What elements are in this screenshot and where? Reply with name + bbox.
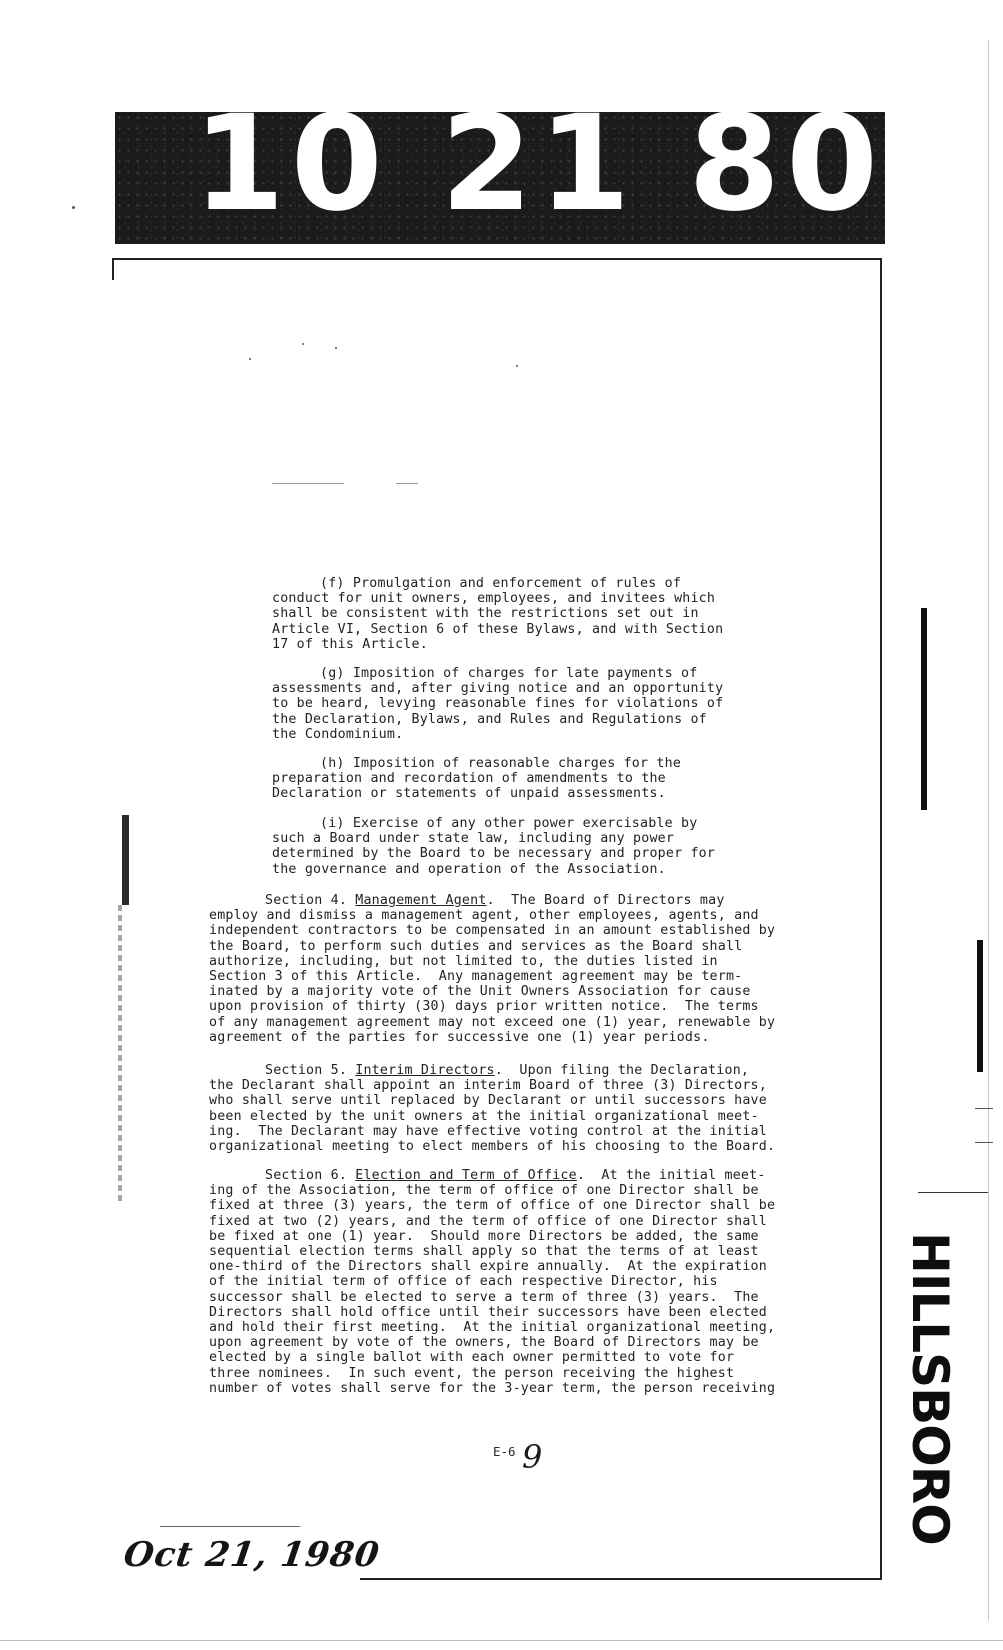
text-line: elected by a single ballot with each owner permitted to vote for: [209, 1350, 735, 1366]
text-line: preparation and recordation of amendments to the: [272, 771, 666, 787]
text-line: who shall serve until replaced by Declarant or until successors have: [209, 1093, 767, 1109]
text-line: conduct for unit owners, employees, and invitees which: [272, 591, 716, 607]
scan-edge-right: [988, 40, 989, 1620]
scan-speck: [302, 343, 304, 345]
text-line: to be heard, levying reasonable fines for violations of: [272, 696, 724, 712]
text-line: ing of the Association, the term of office of one Director shall be: [209, 1183, 759, 1199]
right-margin-tick: [975, 1142, 993, 1143]
text-line: agreement of the parties for successive one (1) year periods.: [209, 1029, 710, 1045]
scan-speck: [335, 347, 337, 349]
text-line: the Declaration, Bylaws, and Rules and Regulations of: [272, 711, 707, 727]
text-line: been elected by the unit owners at the initial organizational meet-: [209, 1108, 759, 1124]
text-line: assessments and, after giving notice and an opportunity: [272, 681, 724, 697]
hillsboro-stamp: HILLSBORO: [901, 1232, 959, 1545]
scan-speck: [249, 358, 251, 360]
scan-speck: [516, 365, 518, 367]
text-line: such a Board under state law, including any power: [272, 831, 675, 847]
text-line: independent contractors to be compensated in an amount established by: [209, 923, 776, 939]
frame-bottom-rule: [360, 1578, 882, 1580]
scan-line: [160, 1526, 300, 1527]
text-line: upon provision of thirty (30) days prior written notice. The terms: [209, 999, 759, 1015]
text-line: authorize, including, but not limited to, the duties listed in: [209, 953, 718, 969]
paragraph-h: [272, 756, 681, 802]
text-line: successor shall be elected to serve a term of three (3) years. The: [209, 1289, 759, 1305]
text-line: . At the initial meet-: [576, 1168, 766, 1183]
text-line: employ and dismiss a management agent, other employees, agents, and: [209, 908, 759, 924]
section-heading: Election and Term of Office: [355, 1168, 577, 1183]
section-6: [209, 1168, 775, 1396]
text-line: sequential election terms shall apply so that the terms of at least: [209, 1244, 759, 1260]
date-banner-text: 10 21 80: [193, 112, 884, 241]
scan-edge-bottom: [0, 1640, 1003, 1641]
scan-line: [272, 483, 344, 484]
left-margin-mark: [122, 815, 129, 905]
section-4: [209, 893, 775, 1045]
text-line: Declaration or statements of unpaid assessments.: [272, 786, 666, 802]
right-margin-rule: [918, 1192, 988, 1193]
text-line: fixed at two (2) years, and the term of office of one Director shall: [209, 1213, 767, 1229]
text-line: (f) Promulgation and enforcement of rules of: [320, 576, 682, 591]
text-line: and hold their first meeting. At the initial organizational meeting,: [209, 1320, 776, 1336]
scan-speck: [72, 206, 75, 209]
text-line: the Condominium.: [272, 726, 404, 742]
paragraph-i: [272, 816, 715, 877]
text-line: upon agreement by vote of the owners, the Board of Directors may be: [209, 1335, 759, 1351]
frame-top-rule: [112, 258, 882, 260]
handwritten-date: Oct 21, 1980: [121, 1535, 383, 1575]
text-line: Article VI, Section 6 of these Bylaws, and with Section: [272, 621, 724, 637]
text-line: the governance and operation of the Association.: [272, 861, 666, 877]
section-prefix: Section 4.: [265, 893, 356, 908]
right-margin-bar: [921, 608, 927, 810]
text-line: organizational meeting to elect members of his choosing to the Board.: [209, 1139, 776, 1155]
text-line: Directors shall hold office until their successors have been elected: [209, 1304, 767, 1320]
date-banner: [115, 112, 885, 244]
text-line: (g) Imposition of charges for late payments of: [320, 666, 698, 681]
section-heading: Management Agent: [355, 893, 487, 908]
text-line: one-third of the Directors shall expire annually. At the expiration: [209, 1259, 767, 1275]
page-number-handwritten: 9: [522, 1438, 543, 1476]
text-line: three nominees. In such event, the person receiving the highest: [209, 1365, 735, 1381]
text-line: determined by the Board to be necessary and proper for: [272, 846, 716, 862]
text-line: shall be consistent with the restrictions set out in: [272, 606, 699, 622]
text-line: the Declarant shall appoint an interim Board of three (3) Directors,: [209, 1078, 767, 1094]
text-line: 17 of this Article.: [272, 636, 428, 652]
page-number: E-6: [493, 1444, 516, 1459]
text-line: number of votes shall serve for the 3-year term, the person receiving: [209, 1380, 776, 1396]
text-line: be fixed at one (1) year. Should more Directors be added, the same: [209, 1228, 759, 1244]
text-line: Section 3 of this Article. Any management agreement may be term-: [209, 969, 743, 985]
text-line: (i) Exercise of any other power exercisable by: [320, 816, 698, 831]
paragraph-g: [272, 666, 723, 742]
text-line: fixed at three (3) years, the term of office of one Director shall be: [209, 1198, 776, 1214]
text-line: . The Board of Directors may: [486, 893, 725, 908]
right-margin-tick: [975, 1108, 993, 1109]
frame-right-rule: [880, 258, 882, 1578]
text-line: the Board, to perform such duties and services as the Board shall: [209, 938, 743, 954]
text-line: inated by a majority vote of the Unit Owners Association for cause: [209, 984, 751, 1000]
frame-left-tick: [112, 258, 114, 280]
right-margin-bar: [977, 940, 983, 1072]
scan-line: [396, 483, 418, 484]
text-line: of any management agreement may not exceed one (1) year, renewable by: [209, 1014, 776, 1030]
section-heading: Interim Directors: [355, 1063, 495, 1078]
section-5: [209, 1063, 775, 1154]
text-line: of the initial term of office of each respective Director, his: [209, 1274, 718, 1290]
section-prefix: Section 5.: [265, 1063, 356, 1078]
text-line: ing. The Declarant may have effective voting control at the initial: [209, 1123, 767, 1139]
paragraph-f: [272, 576, 723, 652]
left-margin-edge: [118, 905, 122, 1205]
section-prefix: Section 6.: [265, 1168, 356, 1183]
text-line: (h) Imposition of reasonable charges for the: [320, 756, 682, 771]
text-line: . Upon filing the Declaration,: [494, 1063, 750, 1078]
